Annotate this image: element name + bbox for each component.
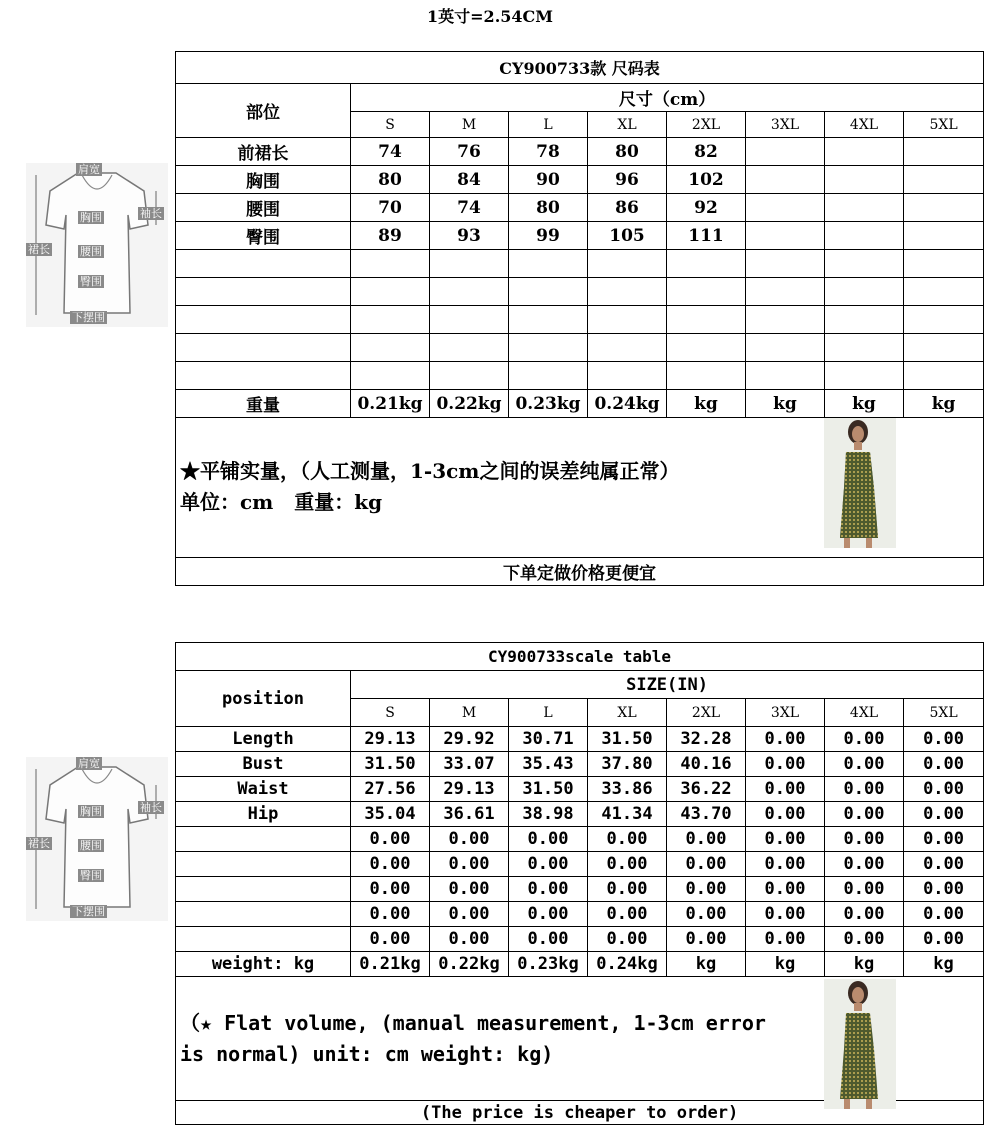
row-label [176,852,351,877]
table-cell: 0.00 [351,877,430,902]
table-row [176,194,984,222]
size-col-header: 5XL [904,699,984,727]
table-row [176,827,984,852]
shoulder-tag: 肩宽 [78,757,100,770]
table-row [176,166,984,194]
weight-label: weight: kg [176,952,351,977]
table-cell [430,334,509,362]
table-cell: 0.00 [904,902,984,927]
table-cell: 90 [509,166,588,194]
table-cell: 35.04 [351,802,430,827]
table-cell: 0.00 [351,827,430,852]
note-line-1: ★平铺实量，（人工测量，1-3cm之间的误差纯属正常） [180,459,680,483]
table-cell [904,194,984,222]
table-cell: 37.80 [588,752,667,777]
table-row-empty [176,362,984,390]
sleeve-tag: 袖长 [140,207,162,220]
table-cell: 0.00 [430,927,509,952]
row-label [176,827,351,852]
sleeve-tag: 袖长 [140,801,162,814]
dress-measurement-diagram [26,163,168,327]
table-title: CY900733scale table [176,643,984,671]
table-cell [746,306,825,334]
table-cell [825,278,904,306]
table-cell: 0.00 [825,752,904,777]
table-cell: 0.00 [904,927,984,952]
row-label: Length [176,727,351,752]
table-cell: 0.00 [509,902,588,927]
table-cell [667,250,746,278]
size-col-header: 5XL [904,112,984,138]
weight-cell: 0.22kg [430,390,509,418]
table-row-empty [176,306,984,334]
table-cell: 32.28 [667,727,746,752]
table-cell [904,334,984,362]
table-cell: 0.00 [351,852,430,877]
size-header: SIZE(IN) [351,671,984,699]
weight-cell: 0.21kg [351,390,430,418]
table-cell [430,250,509,278]
table-cell: 84 [430,166,509,194]
waist-tag: 腰围 [80,839,102,852]
table-cell: 41.34 [588,802,667,827]
size-col-header: 3XL [746,112,825,138]
table-cell: 102 [667,166,746,194]
table-cell: 74 [430,194,509,222]
table-cell: 86 [588,194,667,222]
weight-cell: kg [825,390,904,418]
table-cell: 70 [351,194,430,222]
table-cell: 80 [351,166,430,194]
table-cell: 0.00 [904,752,984,777]
table-cell: 0.00 [825,727,904,752]
table-cell [351,278,430,306]
table-cell: 36.61 [430,802,509,827]
size-col-header: 4XL [825,699,904,727]
table-row [176,852,984,877]
table-cell: 31.50 [588,727,667,752]
table-cell: 74 [351,138,430,166]
table-cell: 96 [588,166,667,194]
row-label [176,877,351,902]
table-cell [509,278,588,306]
table-cell [746,138,825,166]
table-cell [430,362,509,390]
weight-cell: 0.22kg [430,952,509,977]
table-cell: 80 [588,138,667,166]
table-row [176,777,984,802]
table-cell: 0.00 [588,852,667,877]
table-cell: 0.00 [825,802,904,827]
table-cell [509,250,588,278]
table-cell [746,334,825,362]
row-label: 胸围 [176,166,351,194]
hip-tag: 臀围 [80,869,102,882]
table-row [176,877,984,902]
table-row-empty [176,278,984,306]
table-cell: 38.98 [509,802,588,827]
table-cell [746,166,825,194]
weight-cell: kg [667,952,746,977]
table-cell: 0.00 [904,777,984,802]
table-cell: 0.00 [667,852,746,877]
table-cell: 0.00 [430,902,509,927]
size-col-header: 3XL [746,699,825,727]
size-col-header: L [509,112,588,138]
row-label: 前裙长 [176,138,351,166]
table-cell [825,222,904,250]
bust-tag: 胸围 [80,805,102,818]
hip-tag: 臀围 [80,275,102,288]
table-cell: 40.16 [667,752,746,777]
table-cell: 0.00 [509,852,588,877]
part-header: position [176,671,351,727]
table-cell: 0.00 [746,727,825,752]
table-cell [588,306,667,334]
table-cell [904,250,984,278]
model-photo [824,418,896,548]
table-cell [176,306,351,334]
table-cell: 0.00 [509,927,588,952]
table-cell [825,194,904,222]
table-cell: 33.86 [588,777,667,802]
table-cell: 27.56 [351,777,430,802]
table-title: CY900733款 尺码表 [176,52,984,84]
table-cell [667,334,746,362]
table-cell: 36.22 [667,777,746,802]
size-col-header: 2XL [667,112,746,138]
table-row-empty [176,250,984,278]
table-cell [825,334,904,362]
table-cell: 93 [430,222,509,250]
weight-cell: 0.23kg [509,952,588,977]
table-cell: 0.00 [746,902,825,927]
table-cell: 92 [667,194,746,222]
table-cell [825,306,904,334]
table-row [176,902,984,927]
weight-cell: kg [667,390,746,418]
table-cell: 29.13 [430,777,509,802]
table-cell: 0.00 [509,827,588,852]
table-cell: 0.00 [746,752,825,777]
size-header: 尺寸（cm） [351,84,984,112]
table-cell [746,278,825,306]
table-cell: 0.00 [746,852,825,877]
weight-cell: kg [825,952,904,977]
table-row [176,927,984,952]
table-cell: 33.07 [430,752,509,777]
weight-cell: 0.21kg [351,952,430,977]
table-cell: 35.43 [509,752,588,777]
size-col-header: 2XL [667,699,746,727]
table-cell: 0.00 [351,902,430,927]
table-cell: 0.00 [825,877,904,902]
size-col-header: S [351,112,430,138]
dress-measurement-diagram-en [26,757,168,921]
table-cell [176,250,351,278]
table-footer: (The price is cheaper to order) [176,1101,984,1125]
table-cell [509,306,588,334]
size-col-header: S [351,699,430,727]
table-cell: 0.00 [351,927,430,952]
table-cell: 0.00 [825,927,904,952]
length-tag: 裙长 [28,243,50,256]
weight-label: 重量 [176,390,351,418]
table-cell [904,306,984,334]
table-row [176,138,984,166]
table-cell [904,138,984,166]
table-cell [588,278,667,306]
table-cell [176,334,351,362]
table-cell [430,278,509,306]
table-cell [176,362,351,390]
table-cell [746,222,825,250]
size-col-header: M [430,699,509,727]
table-cell: 0.00 [904,727,984,752]
weight-cell: 0.24kg [588,390,667,418]
weight-cell: kg [746,390,825,418]
table-cell: 0.00 [509,877,588,902]
table-cell: 78 [509,138,588,166]
conversion-note: 1英寸=2.54CM [427,7,553,26]
table-cell: 0.00 [746,777,825,802]
size-col-header: L [509,699,588,727]
row-label: 腰围 [176,194,351,222]
table-cell [588,334,667,362]
table-cell [904,362,984,390]
model-photo-en [824,979,896,1109]
table-cell: 99 [509,222,588,250]
table-cell [176,278,351,306]
weight-cell: kg [746,952,825,977]
table-cell [351,250,430,278]
table-cell: 0.00 [904,802,984,827]
table-cell: 0.00 [746,827,825,852]
table-cell: 0.00 [430,852,509,877]
table-cell [588,250,667,278]
table-cell [904,278,984,306]
row-label: Bust [176,752,351,777]
table-cell: 0.00 [430,877,509,902]
weight-cell: 0.24kg [588,952,667,977]
table-cell: 0.00 [825,852,904,877]
table-cell [904,222,984,250]
table-cell [746,250,825,278]
table-cell: 111 [667,222,746,250]
table-cell: 0.00 [746,802,825,827]
table-cell: 43.70 [667,802,746,827]
table-cell: 29.92 [430,727,509,752]
table-cell: 0.00 [904,827,984,852]
table-cell [746,362,825,390]
note-line-2: 单位：cm 重量：kg [180,490,383,514]
table-cell: 0.00 [667,827,746,852]
table-cell: 0.00 [746,877,825,902]
table-cell: 31.50 [509,777,588,802]
table-footer: 下单定做价格更便宜 [176,558,984,586]
row-label: 臀围 [176,222,351,250]
table-cell: 0.00 [588,902,667,927]
shoulder-tag: 肩宽 [78,163,100,176]
table-cell [509,362,588,390]
table-cell: 0.00 [588,827,667,852]
table-cell: 0.00 [667,877,746,902]
table-cell: 76 [430,138,509,166]
size-col-header: XL [588,699,667,727]
bust-tag: 胸围 [80,211,102,224]
table-cell [351,362,430,390]
table-cell: 0.00 [667,902,746,927]
table-cell [430,306,509,334]
table-cell [825,138,904,166]
row-label [176,927,351,952]
table-cell: 0.00 [825,902,904,927]
size-col-header: XL [588,112,667,138]
table-row-empty [176,334,984,362]
weight-cell: kg [904,390,984,418]
weight-cell: kg [904,952,984,977]
table-cell: 82 [667,138,746,166]
weight-cell: 0.23kg [509,390,588,418]
table-row [176,727,984,752]
table-cell [825,362,904,390]
row-label: Hip [176,802,351,827]
table-cell: 29.13 [351,727,430,752]
table-cell [588,362,667,390]
table-cell: 0.00 [825,777,904,802]
table-cell [667,306,746,334]
table-cell [667,278,746,306]
waist-tag: 腰围 [80,245,102,258]
table-cell [904,166,984,194]
table-row [176,222,984,250]
size-col-header: M [430,112,509,138]
part-header: 部位 [176,84,351,138]
row-label [176,902,351,927]
table-cell: 105 [588,222,667,250]
table-cell: 31.50 [351,752,430,777]
table-cell [825,166,904,194]
table-cell: 0.00 [904,852,984,877]
hem-tag: 下摆围 [72,905,105,918]
note-text: （★ Flat volume, (manual measurement, 1-3cm error is normal) unit: cm weight: kg) [180,1010,766,1066]
row-label: Waist [176,777,351,802]
length-tag: 裙长 [28,837,50,850]
table-cell: 0.00 [588,927,667,952]
table-cell: 0.00 [904,877,984,902]
table-cell: 30.71 [509,727,588,752]
table-row [176,802,984,827]
table-cell [746,194,825,222]
table-cell: 0.00 [746,927,825,952]
table-cell [825,250,904,278]
table-cell [667,362,746,390]
table-cell [351,306,430,334]
table-cell: 0.00 [588,877,667,902]
table-cell: 89 [351,222,430,250]
table-cell [509,334,588,362]
table-row [176,752,984,777]
table-cell: 0.00 [430,827,509,852]
table-cell: 80 [509,194,588,222]
table-cell: 0.00 [667,927,746,952]
table-cell [351,334,430,362]
table-cell: 0.00 [825,827,904,852]
hem-tag: 下摆围 [72,311,105,324]
size-col-header: 4XL [825,112,904,138]
